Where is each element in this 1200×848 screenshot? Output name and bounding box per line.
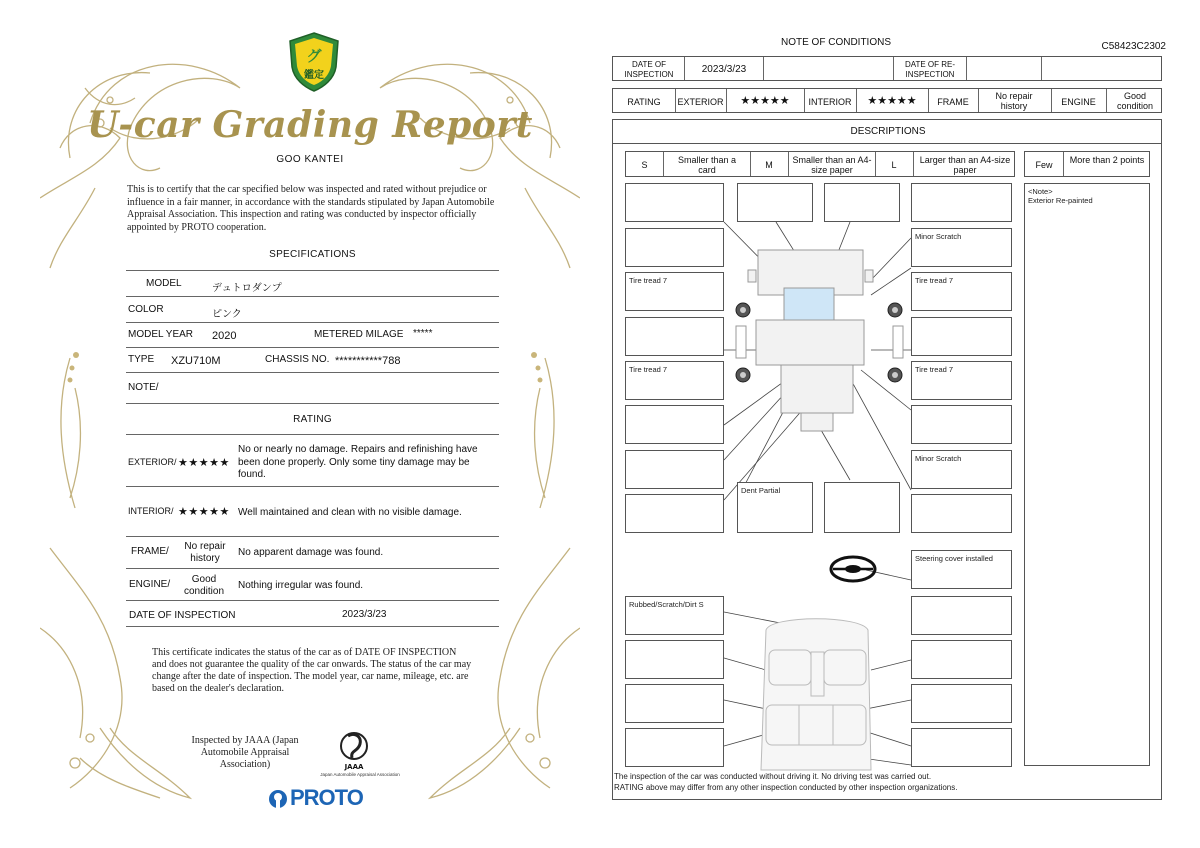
sheet-code: C58423C2302 (1101, 41, 1166, 52)
frame-value: No repair history (184, 541, 226, 564)
model-year-label: MODEL YEAR (128, 329, 194, 340)
damage-box[interactable] (911, 728, 1012, 767)
specifications-heading: SPECIFICATIONS (269, 249, 356, 260)
disclaimer-rating: RATING above may differ from any other inspection conducted by other inspection organizations. (614, 783, 958, 792)
divider (126, 626, 499, 627)
certificate-subtitle: GOO KANTEI (276, 154, 344, 165)
legend-key-few: Few (1035, 160, 1053, 170)
svg-text:グ: グ (306, 47, 322, 65)
exterior-label: EXTERIOR (677, 97, 724, 107)
divider (126, 434, 499, 435)
damage-box[interactable] (625, 684, 724, 723)
damage-box[interactable] (911, 596, 1012, 635)
exterior-description: No or nearly no damage. Repairs and refinishing have been done properly. Only some tiny damage may be found. (238, 444, 478, 480)
frame-label: FRAME/ (131, 546, 169, 557)
damage-box[interactable] (911, 494, 1012, 533)
engine-value: Good condition (1116, 91, 1154, 111)
damage-box[interactable] (625, 228, 724, 267)
damage-box[interactable] (911, 183, 1012, 222)
certificate-intro: This is to certify that the car specified below was inspected and rated without prejudice or influence in a fair manner, in accordance with the standards stipulated by Japan Automobile Appraisal Association. This inspection and rating was conducted by inspector officially appointed by PROTO cooperation. (127, 184, 495, 233)
date-row (612, 56, 1162, 81)
frame-description: No apparent damage was found. (238, 547, 384, 558)
damage-box-rubbed[interactable] (625, 596, 724, 635)
date-of-reinspection-label: DATE OF RE-INSPECTION (904, 60, 956, 79)
note-text: <Note> Exterior Re-painted (1028, 187, 1093, 205)
legend-desc-m: Smaller than an A4-size paper (792, 155, 872, 175)
divider (126, 600, 499, 601)
legend-key-s: S (641, 160, 648, 170)
divider (126, 296, 499, 297)
divider (126, 403, 499, 404)
interior-label: INTERIOR/ (128, 506, 174, 516)
damage-box-minor-scratch-2[interactable] (911, 450, 1012, 489)
damage-box[interactable] (824, 482, 900, 533)
inspected-by-text: Inspected by JAAA (Japan Automobile Appraisal Association) (191, 735, 299, 770)
exterior-stars: ★★★★★ (740, 95, 790, 107)
divider (126, 270, 499, 271)
color-label: COLOR (128, 304, 164, 315)
damage-box[interactable] (911, 684, 1012, 723)
damage-box-tire-right-front[interactable] (911, 272, 1012, 311)
jaaa-caption: Japan Automobile Appraisal Association (320, 772, 400, 777)
legend-desc-s: Smaller than a card (677, 155, 737, 175)
note-tire-tread-right-rear: Tire tread 7 (915, 365, 954, 374)
type-label: TYPE (128, 354, 155, 365)
model-year-value: 2020 (212, 330, 237, 342)
note-rubbed-scratch: Rubbed/Scratch/Dirt S (629, 600, 704, 609)
damage-box[interactable] (625, 405, 724, 444)
interior-label: INTERIOR (808, 97, 852, 107)
exterior-label: EXTERIOR/ (128, 457, 177, 467)
count-legend (1024, 151, 1150, 177)
certificate-title: U-car Grading Report (87, 104, 533, 146)
damage-box-tire-left-rear[interactable] (625, 361, 724, 400)
date-label: DATE OF INSPECTION (129, 610, 236, 621)
chassis-value: ***********788 (335, 355, 401, 367)
damage-box[interactable] (625, 728, 724, 767)
proto-logo: PROTO (290, 785, 363, 810)
note-of-conditions-sheet (606, 30, 1166, 800)
divider (126, 322, 499, 323)
jaaa-logo-icon (338, 728, 378, 774)
gold-ornament-border (40, 28, 580, 828)
note-dent-partial: Dent Partial (741, 486, 781, 495)
note-tire-tread-left-front: Tire tread 7 (629, 276, 668, 285)
grading-certificate (40, 28, 580, 828)
damage-box[interactable] (824, 183, 900, 222)
engine-description: Nothing irregular was found. (238, 580, 364, 591)
proto-logo-icon (267, 788, 289, 810)
model-value: デュトロダンプ (212, 283, 282, 294)
legend-desc-few: More than 2 points (1069, 155, 1145, 165)
damage-box[interactable] (625, 494, 724, 533)
type-value: XZU710M (171, 355, 221, 367)
interior-description: Well maintained and clean with no visible damage. (238, 507, 462, 518)
damage-box-steering[interactable] (911, 550, 1012, 589)
engine-label: ENGINE/ (129, 579, 171, 590)
damage-box[interactable] (737, 183, 813, 222)
interior-stars: ★★★★★ (867, 95, 917, 107)
legend-key-l: L (891, 160, 897, 170)
note-tire-tread-right-front: Tire tread 7 (915, 276, 954, 285)
damage-box[interactable] (911, 317, 1012, 356)
certificate-footer-note: This certificate indicates the status of the car as of DATE OF INSPECTION and does not guarantee the quality of the car onwards. The status of the car may change after the date of inspection. The model year, car name, mileage, etc. are based on the dealer's declaration. (152, 647, 472, 694)
date-of-inspection-value: 2023/3/23 (701, 64, 747, 75)
note-tire-tread-left-rear: Tire tread 7 (629, 365, 668, 374)
color-value: ピンク (212, 309, 242, 320)
metered-mileage-value: ***** (413, 328, 433, 339)
damage-box-tire-left-front[interactable] (625, 272, 724, 311)
metered-mileage-label: METERED MILAGE (314, 329, 404, 340)
damage-box[interactable] (625, 450, 724, 489)
legend-desc-l: Larger than an A4-size paper (919, 155, 1011, 175)
chassis-label: CHASSIS NO. (265, 354, 330, 365)
goo-kantei-badge-icon (286, 31, 342, 93)
disclaimer-no-driving: The inspection of the car was conducted without driving it. No driving test was carried out. (614, 772, 932, 781)
note-label: NOTE/ (128, 382, 159, 393)
date-value: 2023/3/23 (342, 609, 387, 620)
exterior-stars: ★★★★★ (178, 457, 230, 469)
frame-value: No repair history (995, 91, 1033, 111)
divider (126, 568, 499, 569)
descriptions-header (612, 119, 1162, 144)
damage-box[interactable] (625, 317, 724, 356)
legend-key-m: M (765, 160, 773, 170)
note-minor-scratch-1: Minor Scratch (915, 232, 962, 241)
note-box (1024, 183, 1150, 766)
model-label: MODEL (146, 278, 182, 289)
divider (126, 536, 499, 537)
date-of-inspection-label: DATE OF INSPECTION (624, 60, 674, 79)
damage-box-minor-scratch-1[interactable] (911, 228, 1012, 267)
damage-box[interactable] (911, 405, 1012, 444)
descriptions-heading: DESCRIPTIONS (850, 126, 926, 137)
damage-box-tire-right-rear[interactable] (911, 361, 1012, 400)
interior-stars: ★★★★★ (178, 506, 230, 518)
rating-label: RATING (627, 97, 661, 107)
svg-text:鑑定: 鑑定 (304, 70, 324, 81)
frame-label: FRAME (937, 97, 969, 107)
note-minor-scratch-2: Minor Scratch (915, 454, 962, 463)
damage-box[interactable] (911, 640, 1012, 679)
damage-box[interactable] (625, 183, 724, 222)
note-steering-cover: Steering cover installed (915, 554, 993, 563)
damage-box-dent[interactable] (737, 482, 813, 533)
rating-heading: RATING (293, 414, 332, 425)
size-legend (625, 151, 1015, 177)
engine-label: ENGINE (1061, 97, 1096, 107)
sheet-title: NOTE OF CONDITIONS (781, 37, 891, 48)
divider (126, 347, 499, 348)
engine-value: Good condition (183, 574, 225, 597)
divider (126, 486, 499, 487)
damage-box[interactable] (625, 640, 724, 679)
divider (126, 372, 499, 373)
rating-row (612, 88, 1162, 113)
jaaa-logo-text: JAAA (344, 763, 364, 771)
